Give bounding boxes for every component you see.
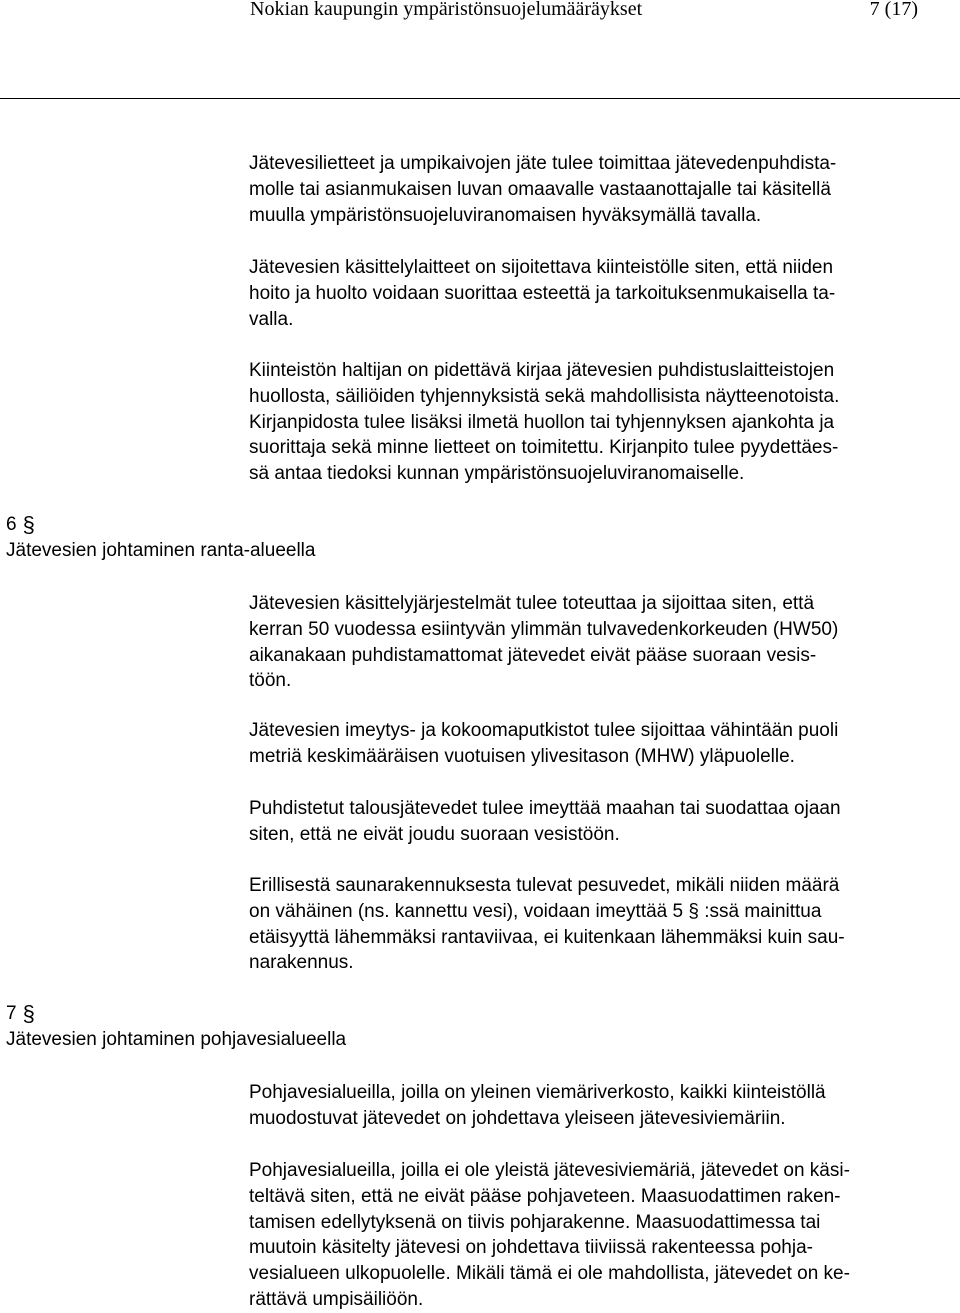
section-sign: § [22,1001,35,1026]
section-heading-7 [6,1001,426,1053]
section-number-line [6,512,426,538]
paragraph-treated-water: Puhdistetut talousjätevedet tulee imeyttää maahan tai suodattaa ojaan siten, että ne eivät joudu suoraan vesistöön. [249,798,841,845]
section-number-line [6,1001,426,1027]
section-heading-6 [6,512,426,564]
section-sign: § [22,512,35,537]
paragraph-infiltration-pipes: Jätevesien imeytys- ja kokoomaputkistot tulee sijoittaa vähintään puoli metriä keskimääräisen vuotuisen ylivesitason (MHW) yläpuolelle. [249,720,839,767]
paragraph-sewer-network: Pohjavesialueilla, joilla on yleinen viemäriverkosto, kaikki kiinteistöllä muodostuvat jätevedet on johdettava yleiseen jätevesiviemäriin. [249,1082,826,1129]
section-number: 7 [6,1003,17,1024]
paragraph-no-sewer: Pohjavesialueilla, joilla ei ole yleistä jätevesiviemäriä, jätevedet on käsi- teltävä siten, että ne eivät pääse pohjaveteen. Maasuodattimen raken- tamisen edellytyksenä on tiivis pohjarakenne. Maasuodattimessa tai muutoin käsitelty jätevesi on johdettava tiiviissä rakenteessa pohja- vesialueen ulkopuolelle. Mikäli tämä ei ole mahdollista, jätevedet on ke- rättävä umpisäiliöön. [249,1160,850,1310]
paragraph-sauna-water: Erillisestä saunarakennuksesta tulevat pesuvedet, mikäli niiden määrä on vähäinen (ns. kannettu vesi), voidaan imeyttää 5 § :ssä mainittua etäisyyttä lähemmäksi rantaviivaa, ei kuitenkaan lähemmäksi kuin sau- narakennus. [249,875,845,974]
section-title: Jätevesien johtaminen pohjavesialueella [6,1029,347,1050]
header-divider [0,98,960,99]
document-title: Nokian kaupungin ympäristönsuojelumääräykset [250,0,643,20]
paragraph-maintenance-records: Kiinteistön haltijan on pidettävä kirjaa jätevesien puhdistuslaitteistojen huollosta, säiliöiden tyhjennyksistä sekä mahdollisista näytteenotoista. Kirjanpidosta tulee lisäksi ilmetä huollon tai tyhjennyksen ajankohta ja suorittaja sekä minne lietteet on toimitettu. Kirjanpito tulee pyydettäes- sä antaa tiedoksi kunnan ympäristönsuojeluviranomaiselle. [249,360,840,485]
page-header [0,0,960,100]
page-number: 7 (17) [869,0,918,20]
paragraph-flood-level: Jätevesien käsittelyjärjestelmät tulee toteuttaa ja sijoittaa siten, että kerran 50 vuodessa esiintyvän ylimmän tulvavedenkorkeuden (HW50) aikanakaan puhdistamattomat jätevedet eivät pääse suoraan vesis- töön. [249,593,839,692]
section-title: Jätevesien johtaminen ranta-alueella [6,540,316,561]
section-number: 6 [6,514,17,535]
paragraph-sludge-delivery: Jätevesilietteet ja umpikaivojen jäte tulee toimittaa jätevedenpuhdista- molle tai asianmukaisen luvan omaavalle vastaanottajalle tai käsitellä muulla ympäristönsuojeluviranomaisen hyväksymällä tavalla. [249,153,837,226]
paragraph-treatment-placement: Jätevesien käsittelylaitteet on sijoitettava kiinteistölle siten, että niiden hoito ja huolto voidaan suorittaa esteettä ja tarkoituksenmukaisella ta- valla. [249,257,836,330]
